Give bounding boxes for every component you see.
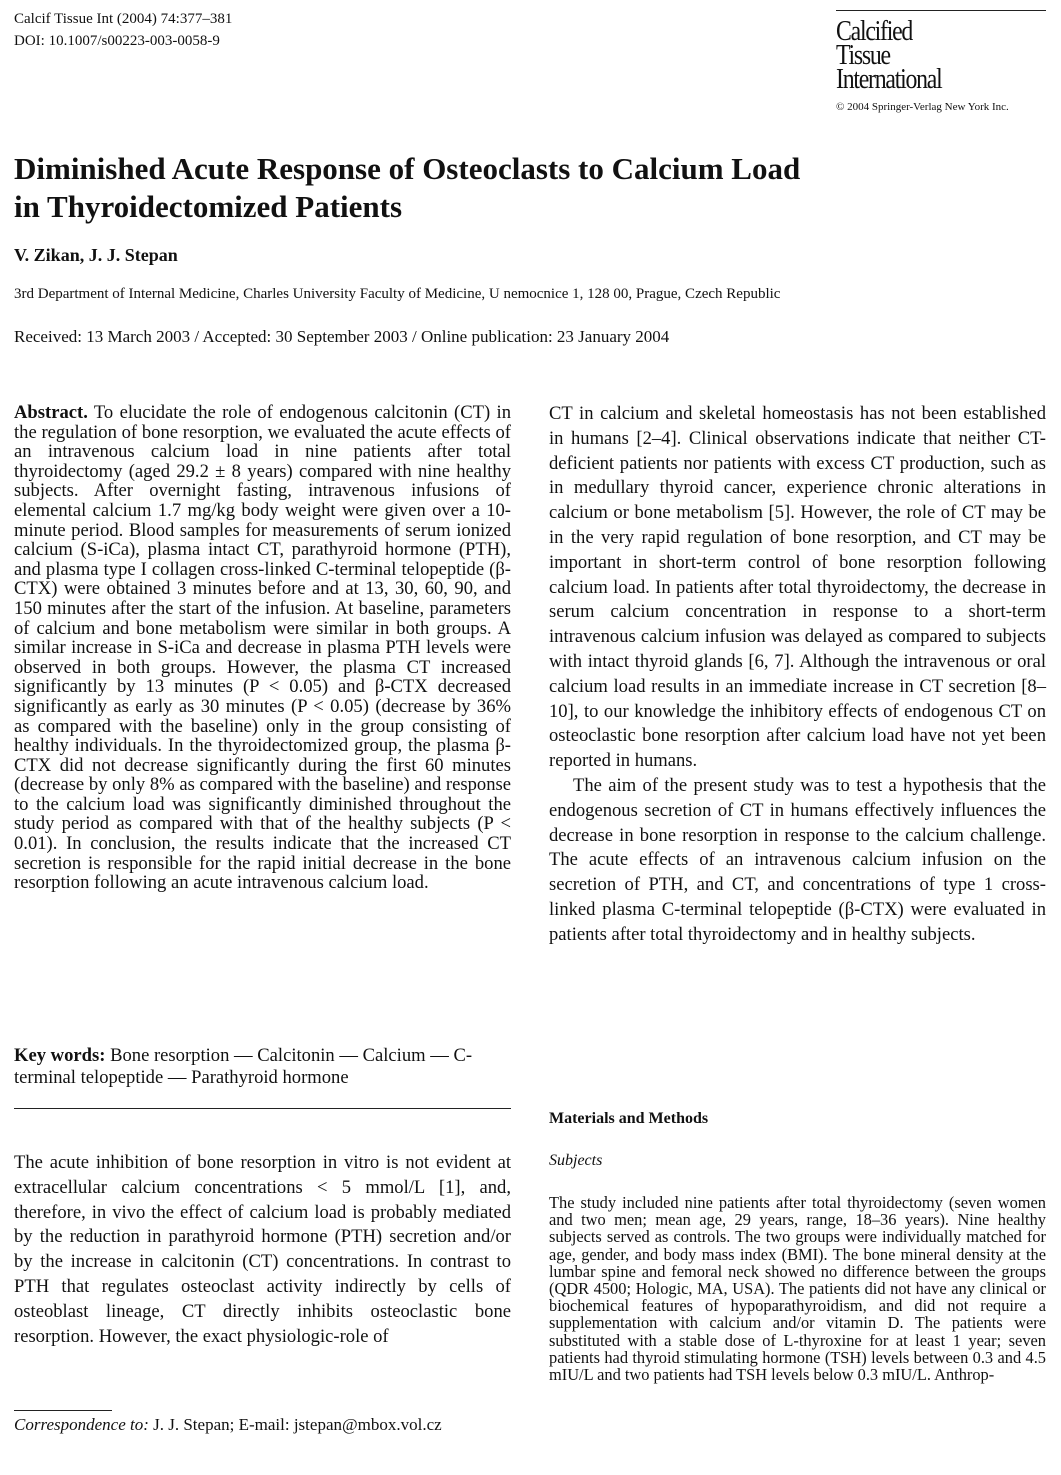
journal-logo xyxy=(836,10,1046,113)
correspondence-text: J. J. Stepan; E-mail: jstepan@mbox.vol.cz xyxy=(153,1415,442,1434)
correspondence xyxy=(14,1415,442,1435)
doi: DOI: 10.1007/s00223-003-0058-9 xyxy=(14,33,220,49)
introduction-right xyxy=(549,402,1046,948)
publication-dates: Received: 13 March 2003 / Accepted: 30 September 2003 / Online publication: 23 January 2004 xyxy=(14,327,670,346)
abstract-label: Abstract. xyxy=(14,402,88,423)
correspondence-label: Correspondence to: xyxy=(14,1415,149,1434)
section-divider xyxy=(14,1108,511,1109)
logo-word-1: Calcified xyxy=(836,15,913,47)
footnote-rule xyxy=(14,1410,112,1411)
copyright: © 2004 Springer-Verlag New York Inc. xyxy=(836,101,1009,113)
title-line-1: Diminished Acute Response of Osteoclasts to Calcium Load xyxy=(14,151,801,186)
abstract xyxy=(14,403,511,893)
introduction-left: The acute inhibition of bone resorption in vitro is not evident at extracellular calcium concentrations < 5 mmol/L [1], and, therefore, in vivo the effect of calcium load is probably mediated by the reduction in parathyroid hormone (PTH) secretion and/or by the increase in calcitonin (CT) concentrations. In contrast to PTH that regulates osteoclast activity indirectly by cells of osteoblast lineage, CT directly inhibits osteoclastic bone resorption. However, the exact physiologic-role of xyxy=(14,1152,511,1347)
journal-citation: Calcif Tissue Int (2004) 74:377–381 xyxy=(14,11,233,27)
logo-rule xyxy=(836,10,1046,11)
methods-heading: Materials and Methods xyxy=(549,1110,709,1127)
keywords-label: Key words: xyxy=(14,1045,106,1066)
methods-text: The study included nine patients after total thyroidectomy (seven women and two men; mean age, 29 years, range, 18–36 years). Nine healthy subjects served as controls. The two groups were individually matched for age, gender, and body mass index (BMI). The bone mineral density at the lumbar spine and femoral neck showed no difference between the groups (QDR 4500; Hologic, MA, USA). The patients did not have any clinical or biochemical features of hypoparathyroidism, and did not require a supplementation with calcium and/or vitamin D. The patients were substituted with a stable dose of L-thyroxine for at least 1 year; seven patients had thyroid stimulating hormone (TSH) levels between 0.3 and 4.5 mIU/L and two patients had TSH levels below 0.3 mIU/L. Anthrop- xyxy=(549,1193,1046,1385)
journal-header xyxy=(14,8,232,52)
intro-paragraph-2: The aim of the present study was to test a hypothesis that the endogenous secretion of CT in humans effectively influences the decrease in bone resorption in response to the calcium challenge. The acute effects of an intravenous calcium infusion on the secretion of PTH, and CT, and concentrations of type 1 cross-linked plasma C-terminal telopeptide (β-CTX) were evaluated in patients after total thyroidectomy and in healthy subjects. xyxy=(549,774,1046,945)
article-title xyxy=(14,150,914,226)
affiliation: 3rd Department of Internal Medicine, Charles University Faculty of Medicine, U nemocnice 1, 128 00, Prague, Czech Republic xyxy=(14,286,781,302)
title-line-2: in Thyroidectomized Patients xyxy=(14,189,403,224)
subjects-subheading: Subjects xyxy=(549,1152,603,1169)
abstract-text: To elucidate the role of endogenous calcitonin (CT) in the regulation of bone resorption, we evaluated the acute effects of an intravenous calcium load in nine patients after total thyroidectomy (aged 29.2 ± 8 years) compared with nine healthy subjects. After overnight fasting, intravenous infusions of elemental calcium 1.7 mg/kg body weight were given over a 10-minute period. Blood samples for measurements of serum ionized calcium (S-iCa), plasma intact CT, parathyroid hormone (PTH), and plasma type I collagen cross-linked C-terminal telopeptide (β-CTX) were obtained 3 minutes before and at 13, 30, 60, 90, and 150 minutes after the start of the infusion. At baseline, parameters of calcium and bone metabolism were similar in both groups. A similar increase in S-iCa and decrease in plasma PTH levels were observed in both groups. However, the plasma CT increased significantly by 13 minutes (P < 0.05) and β-CTX decreased significantly as early as 30 minutes (P < 0.05) (decrease by 36% as compared with the baseline) only in the group consisting of healthy individuals. In the thyroidectomized group, the plasma β-CTX did not decrease significantly during the first 60 minutes (decrease by only 8% as compared with the baseline) and response to the calcium load was significantly diminished throughout the study period as compared with that of the healthy subjects (P < 0.01). In conclusion, the results indicate that the increased CT secretion is responsible for the rapid initial decrease in the bone resorption following an acute intravenous calcium load. xyxy=(14,402,512,894)
authors: V. Zikan, J. J. Stepan xyxy=(14,245,178,265)
keywords xyxy=(14,1045,511,1089)
logo-word-3: International xyxy=(836,63,942,95)
logo-word-2: Tissue xyxy=(836,39,890,71)
keywords-text: Bone resorption — Calcitonin — Calcium — C-terminal telopeptide — Parathyroid hormone xyxy=(14,1045,473,1088)
intro-paragraph-1: CT in calcium and skeletal homeostasis has not been established in humans [2–4]. Clinical observations indicate that neither CT-deficient patients nor patients with excess CT production, such as in medullary thyroid cancer, experience chronic alterations in calcium or bone metabolism [5]. However, the role of CT may be in the very rapid regulation of bone resorption, and CT may be important in short-term control of bone resorption following calcium load. In patients after total thyroidectomy, the decrease in serum calcium concentration in response to a short-term intravenous calcium infusion was delayed as compared to subjects with intact thyroid glands [6, 7]. Although the intravenous or oral calcium load results in an immediate increase in CT secretion [8–10], to our knowledge the inhibitory effects of endogenous CT on osteoclastic bone resorption after calcium load have not yet been reported in humans. xyxy=(549,403,1046,772)
